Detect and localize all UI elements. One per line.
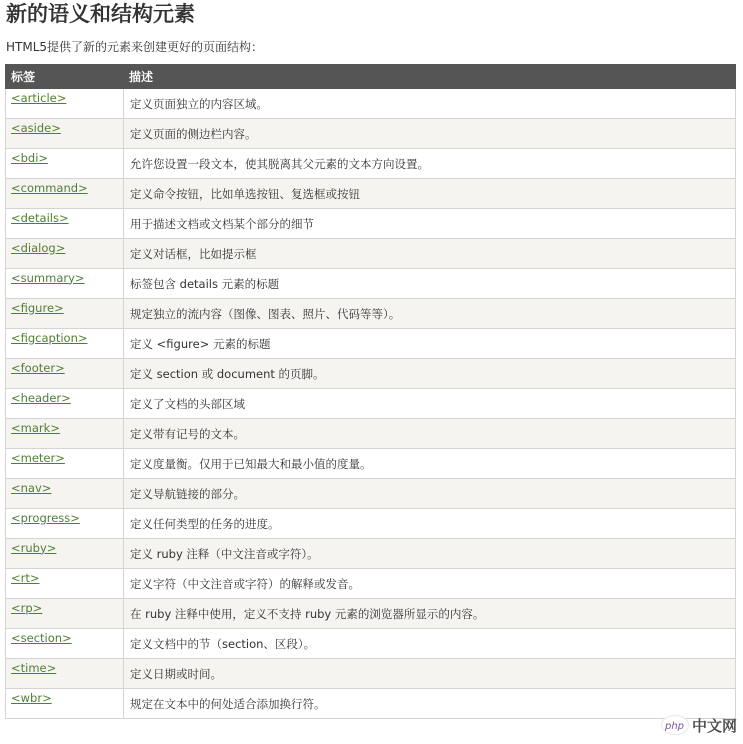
description-cell: 定义命令按钮，比如单选按钮、复选框或按钮 bbox=[124, 179, 736, 209]
description-cell: 标签包含 details 元素的标题 bbox=[124, 269, 736, 299]
tag-link[interactable]: <article> bbox=[11, 90, 67, 105]
tag-link[interactable]: <figure> bbox=[11, 300, 64, 315]
tag-link[interactable]: <mark> bbox=[11, 420, 60, 435]
tag-link[interactable]: <header> bbox=[11, 390, 71, 405]
tag-link[interactable]: <section> bbox=[11, 630, 72, 645]
description-cell: 定义页面的侧边栏内容。 bbox=[124, 119, 736, 149]
tag-cell bbox=[6, 359, 124, 389]
tag-link[interactable]: <nav> bbox=[11, 480, 52, 495]
table-row bbox=[6, 239, 736, 269]
table-row bbox=[6, 629, 736, 659]
table-row bbox=[6, 479, 736, 509]
description-cell: 定义对话框，比如提示框 bbox=[124, 239, 736, 269]
table-row bbox=[6, 539, 736, 569]
column-header-tag: 标签 bbox=[6, 65, 124, 89]
tag-link[interactable]: <rp> bbox=[11, 600, 43, 615]
table-row bbox=[6, 149, 736, 179]
description-cell: 定义了文档的头部区域 bbox=[124, 389, 736, 419]
tag-cell bbox=[6, 509, 124, 539]
table-row bbox=[6, 179, 736, 209]
description-cell: 允许您设置一段文本，使其脱离其父元素的文本方向设置。 bbox=[124, 149, 736, 179]
description-cell: 定义字符（中文注音或字符）的解释或发音。 bbox=[124, 569, 736, 599]
description-cell: 规定在文本中的何处适合添加换行符。 bbox=[124, 689, 736, 719]
table-row bbox=[6, 89, 736, 119]
tag-link[interactable]: <dialog> bbox=[11, 240, 66, 255]
tag-link[interactable]: <progress> bbox=[11, 510, 80, 525]
tag-cell bbox=[6, 89, 124, 119]
tag-cell bbox=[6, 209, 124, 239]
table-row bbox=[6, 599, 736, 629]
tag-cell bbox=[6, 479, 124, 509]
tag-cell bbox=[6, 569, 124, 599]
tag-cell bbox=[6, 449, 124, 479]
tag-link[interactable]: <figcaption> bbox=[11, 330, 88, 345]
table-row bbox=[6, 419, 736, 449]
tag-link[interactable]: <aside> bbox=[11, 120, 61, 135]
tag-link[interactable]: <ruby> bbox=[11, 540, 57, 555]
tag-cell bbox=[6, 149, 124, 179]
table-row bbox=[6, 119, 736, 149]
tag-cell bbox=[6, 629, 124, 659]
description-cell: 定义 <figure> 元素的标题 bbox=[124, 329, 736, 359]
tag-cell bbox=[6, 329, 124, 359]
tag-link[interactable]: <footer> bbox=[11, 360, 65, 375]
page-title: 新的语义和结构元素 bbox=[6, 2, 195, 26]
tag-cell bbox=[6, 299, 124, 329]
tag-cell bbox=[6, 119, 124, 149]
tag-cell bbox=[6, 419, 124, 449]
description-cell: 定义度量衡。仅用于已知最大和最小值的度量。 bbox=[124, 449, 736, 479]
table-row bbox=[6, 689, 736, 719]
tag-cell bbox=[6, 599, 124, 629]
tag-cell bbox=[6, 269, 124, 299]
intro-text: HTML5提供了新的元素来创建更好的页面结构： bbox=[6, 40, 264, 54]
table-row bbox=[6, 509, 736, 539]
description-cell: 定义文档中的节（section、区段）。 bbox=[124, 629, 736, 659]
table-row bbox=[6, 359, 736, 389]
tag-link[interactable]: <meter> bbox=[11, 450, 65, 465]
svg-text:php: php bbox=[664, 721, 685, 731]
table-header-row bbox=[6, 65, 736, 89]
table-row bbox=[6, 449, 736, 479]
description-cell: 定义页面独立的内容区域。 bbox=[124, 89, 736, 119]
tag-cell bbox=[6, 539, 124, 569]
tag-cell bbox=[6, 689, 124, 719]
table-row bbox=[6, 269, 736, 299]
description-cell: 定义日期或时间。 bbox=[124, 659, 736, 689]
tag-link[interactable]: <rt> bbox=[11, 570, 40, 585]
tag-cell bbox=[6, 239, 124, 269]
site-watermark bbox=[661, 712, 737, 738]
description-cell: 定义 section 或 document 的页脚。 bbox=[124, 359, 736, 389]
tag-link[interactable]: <command> bbox=[11, 180, 88, 195]
tag-link[interactable]: <wbr> bbox=[11, 690, 52, 705]
description-cell: 在 ruby 注释中使用，定义不支持 ruby 元素的浏览器所显示的内容。 bbox=[124, 599, 736, 629]
description-cell: 定义 ruby 注释（中文注音或字符）。 bbox=[124, 539, 736, 569]
description-cell: 规定独立的流内容（图像、图表、照片、代码等等）。 bbox=[124, 299, 736, 329]
tag-link[interactable]: <details> bbox=[11, 210, 69, 225]
description-cell: 用于描述文档或文档某个部分的细节 bbox=[124, 209, 736, 239]
table-row bbox=[6, 659, 736, 689]
table-row bbox=[6, 209, 736, 239]
table-row bbox=[6, 299, 736, 329]
tag-cell bbox=[6, 659, 124, 689]
watermark-text: 中文网 bbox=[691, 716, 737, 735]
column-header-description: 描述 bbox=[124, 65, 736, 89]
php-logo-icon bbox=[661, 715, 689, 735]
element-reference-table bbox=[5, 64, 736, 719]
table-row bbox=[6, 389, 736, 419]
description-cell: 定义带有记号的文本。 bbox=[124, 419, 736, 449]
table-row bbox=[6, 569, 736, 599]
tag-link[interactable]: <time> bbox=[11, 660, 57, 675]
description-cell: 定义任何类型的任务的进度。 bbox=[124, 509, 736, 539]
tag-link[interactable]: <bdi> bbox=[11, 150, 49, 165]
tag-cell bbox=[6, 389, 124, 419]
table-row bbox=[6, 329, 736, 359]
tag-link[interactable]: <summary> bbox=[11, 270, 85, 285]
description-cell: 定义导航链接的部分。 bbox=[124, 479, 736, 509]
tag-cell bbox=[6, 179, 124, 209]
